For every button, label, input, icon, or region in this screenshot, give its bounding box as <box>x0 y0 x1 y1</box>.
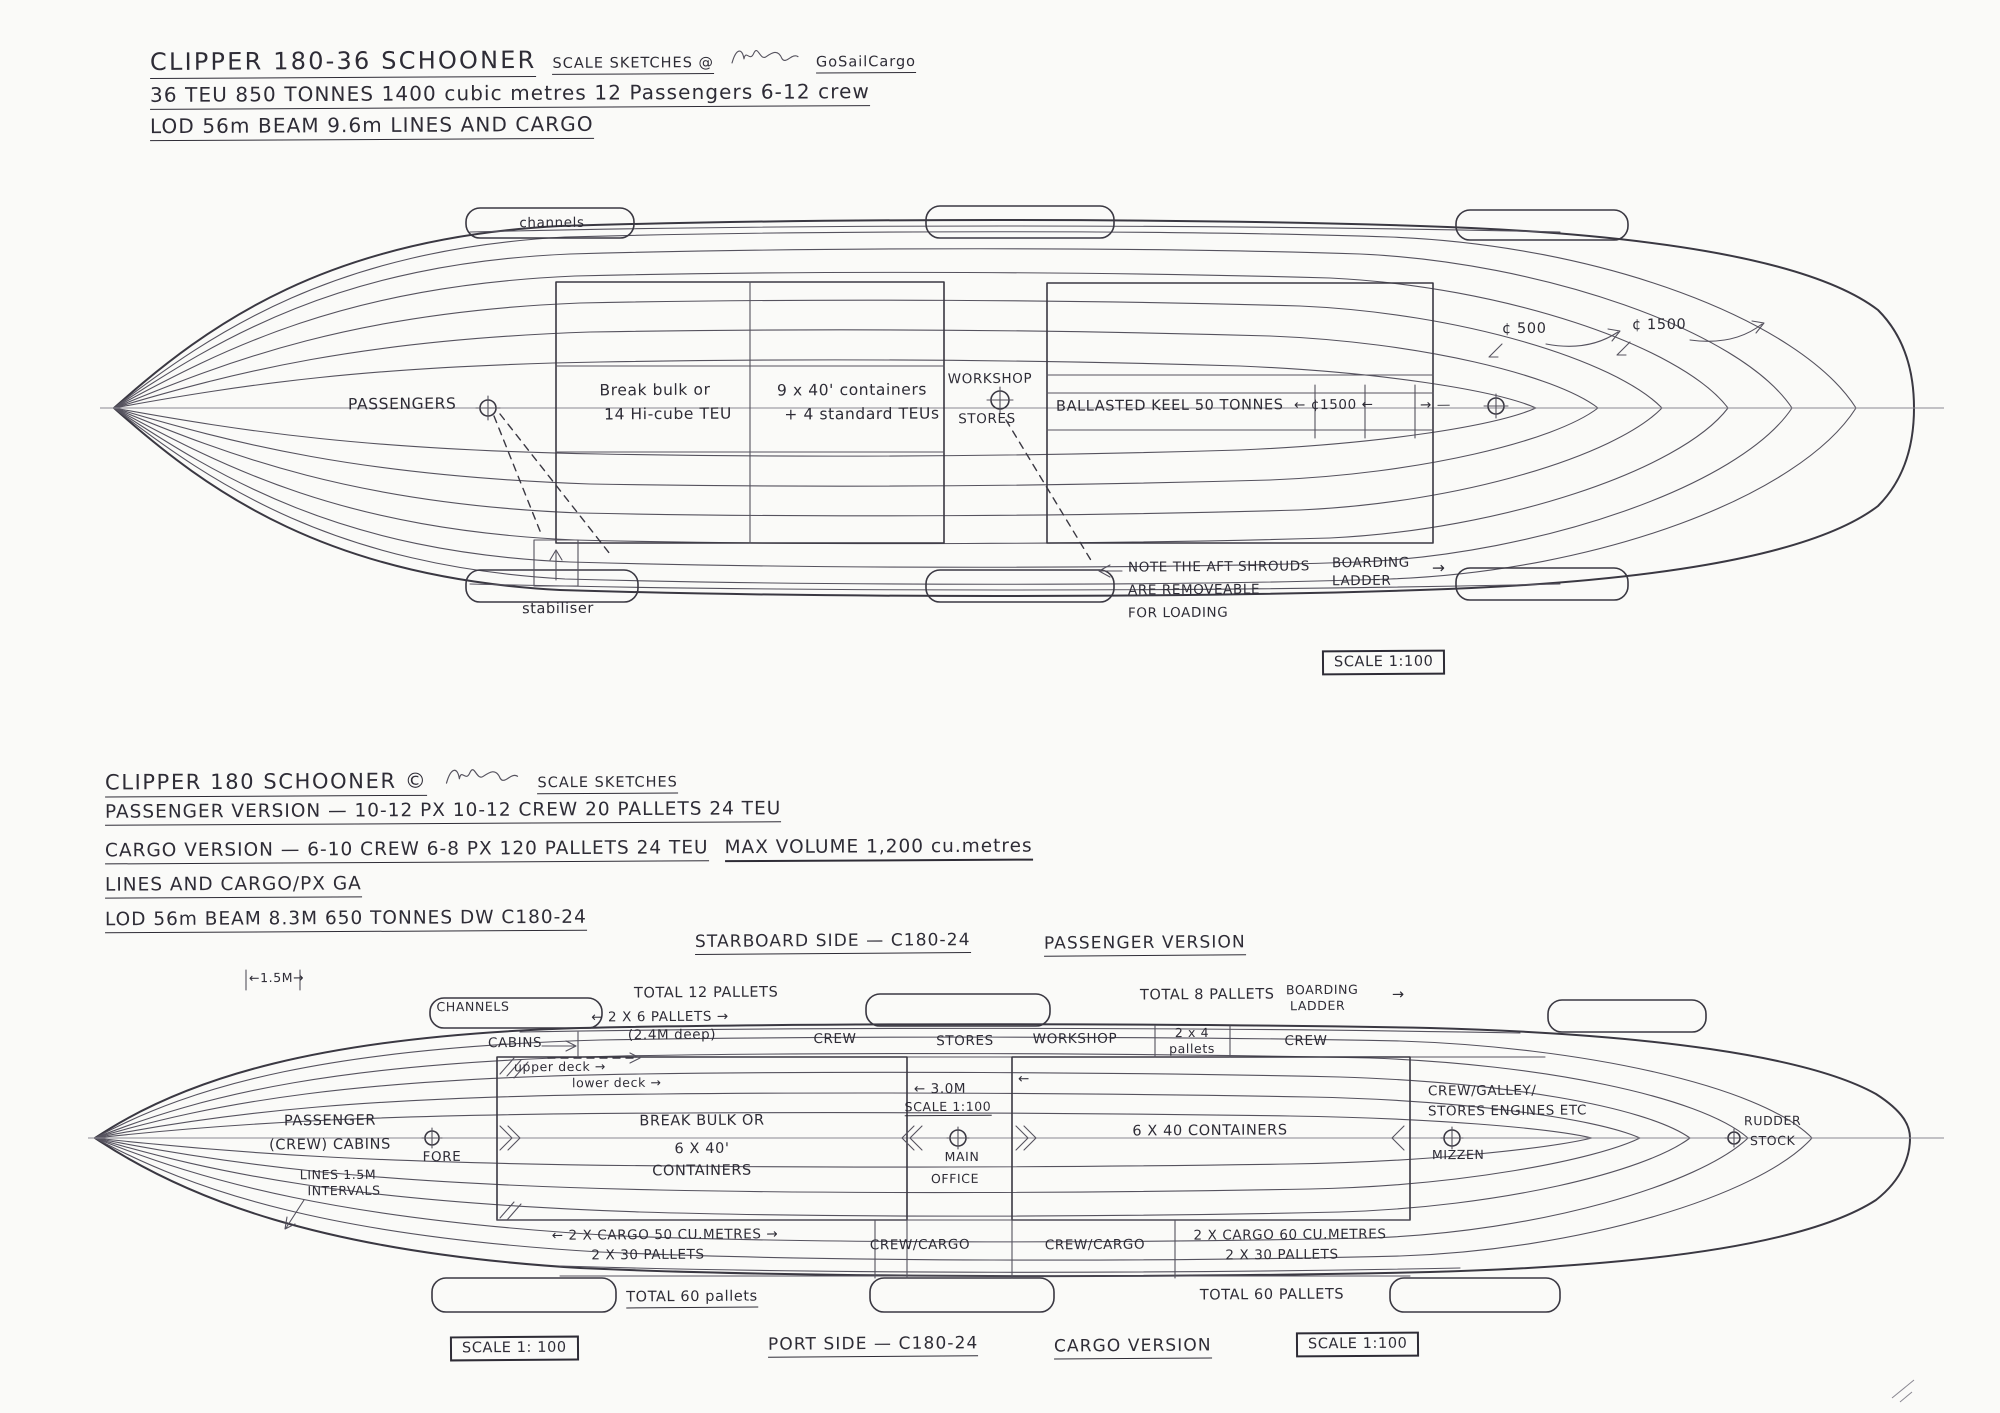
label-total-8-pallets: TOTAL 8 PALLETS <box>1139 986 1275 1004</box>
label-stores-2: STORES <box>936 1032 994 1050</box>
label-cargo-60: 2 X CARGO 60 CU.METRES <box>1193 1226 1387 1244</box>
label-c500: ¢ 500 <box>1501 320 1547 338</box>
title-passenger-version: PASSENGER VERSION <box>1044 934 1246 956</box>
stabiliser-marks <box>494 414 610 586</box>
label-ladder-1: LADDER <box>1331 572 1392 590</box>
aft-shrouds-note-arrow <box>1006 420 1122 577</box>
label-cargo-50: ← 2 X CARGO 50 CU.METRES → <box>551 1226 779 1244</box>
header1-specs: 36 TEU 850 TONNES 1400 cubic metres 12 Passengers 6-12 crew <box>150 79 870 110</box>
label-containers-1: 9 x 40' containers <box>776 380 928 400</box>
header1-brand: GoSailCargo <box>816 54 916 74</box>
label-passengers: PASSENGERS <box>347 394 457 414</box>
label-2x6-pallets: ← 2 X 6 PALLETS → <box>591 1008 729 1026</box>
cargo-version-specs: CARGO VERSION — 6-10 CREW 6-8 PX 120 PALLETS 24 TEU <box>105 837 709 864</box>
label-6x40ft: 6 X 40' <box>674 1140 730 1158</box>
scale-box-bottom-left: SCALE 1: 100 <box>450 1336 579 1362</box>
label-stabiliser: stabiliser <box>522 600 594 618</box>
label-cargo-60-pallets: 2 X 30 PALLETS <box>1225 1246 1339 1264</box>
signature-icon-2 <box>443 763 521 791</box>
header2-row5 <box>105 907 587 934</box>
header1-subtitle: SCALE SKETCHES @ <box>552 55 714 75</box>
label-2x4-pallets: pallets <box>1169 1040 1215 1057</box>
header1-dims: LOD 56m BEAM 9.6m LINES AND CARGO <box>150 112 594 141</box>
title-starboard-side: STARBOARD SIDE — C180-24 <box>695 932 971 955</box>
title-port-side: PORT SIDE — C180-24 <box>768 1335 979 1357</box>
label-containers-2: + 4 standard TEUs <box>784 404 940 424</box>
label-total-12-pallets: TOTAL 12 PALLETS <box>633 984 779 1002</box>
label-office: OFFICE <box>930 1170 980 1187</box>
label-crew-cargo-2: CREW/CARGO <box>1044 1236 1146 1254</box>
label-workshop-2: WORKSHOP <box>1032 1030 1118 1048</box>
label-fore: FORE <box>422 1148 462 1166</box>
label-cabins: CABINS <box>487 1034 543 1052</box>
label-cargo-50-pallets: 2 X 30 PALLETS <box>591 1246 705 1264</box>
dim-3-0m: ← 3.0M <box>913 1080 967 1098</box>
lines-cargo-ga: LINES AND CARGO/PX GA <box>105 873 362 898</box>
dim-1-5m: ←1.5M→ <box>248 969 305 986</box>
label-stock: STOCK <box>1749 1132 1796 1149</box>
section2-title: CLIPPER 180 SCHOONER © <box>105 769 428 798</box>
label-rudder: RUDDER <box>1743 1112 1802 1129</box>
boarding-arrow-1: → <box>1431 558 1446 578</box>
header1-row2 <box>150 79 870 110</box>
header1-row3 <box>150 112 594 141</box>
label-lower-deck: lower deck → <box>571 1074 662 1091</box>
label-mizzen: MIZZEN <box>1431 1146 1485 1163</box>
label-crew-fwd: CREW <box>813 1030 857 1048</box>
label-2x6-depth: (2.4M deep) <box>627 1026 717 1044</box>
label-boarding-2: BOARDING <box>1285 981 1359 998</box>
label-keel-arrows: → — <box>1419 396 1451 414</box>
label-containers-d2: CONTAINERS <box>652 1162 752 1180</box>
label-shroud-note-1: NOTE THE AFT SHROUDS <box>1127 558 1310 576</box>
label-stores-1: STORES <box>958 410 1016 428</box>
label-upper-deck: upper deck → <box>513 1058 607 1075</box>
page-title: CLIPPER 180-36 SCHOONER <box>150 46 537 79</box>
header2-row2 <box>105 798 781 826</box>
label-shroud-note-2: ARE REMOVEABLE <box>1127 581 1261 599</box>
label-channels-2: CHANNELS <box>436 998 510 1015</box>
corner-pencil-marks <box>1892 1380 1914 1402</box>
passenger-version-specs: PASSENGER VERSION — 10-12 PX 10-12 CREW 20 PALLETS 24 TEU <box>105 798 781 826</box>
label-passenger-cabins-2: (CREW) CABINS <box>269 1136 391 1154</box>
dim-3-0m-arrow: ← <box>1017 1070 1030 1088</box>
label-crew-cargo-1: CREW/CARGO <box>869 1236 971 1254</box>
label-crew-galley: CREW/GALLEY/ <box>1427 1082 1537 1100</box>
label-crew-aft: CREW <box>1284 1032 1328 1050</box>
label-c1500: ¢ 1500 <box>1631 316 1687 334</box>
title-cargo-version: CARGO VERSION <box>1054 1337 1212 1359</box>
header1-row1 <box>150 40 916 79</box>
label-break-bulk-1: Break bulk or <box>599 380 711 400</box>
header2-row4 <box>105 873 362 898</box>
label-6x40-containers: 6 X 40 CONTAINERS <box>1132 1122 1288 1140</box>
label-2x4: 2 x 4 <box>1174 1024 1210 1041</box>
label-main: MAIN <box>944 1148 980 1165</box>
signature-icon <box>730 45 800 71</box>
label-passenger-cabins-1: PASSENGER <box>283 1112 377 1130</box>
section2-subtitle: SCALE SKETCHES <box>537 775 677 795</box>
label-lines-interval-1: LINES 1.5M <box>299 1166 377 1183</box>
label-lines-interval-2: INTERVALS <box>307 1182 381 1199</box>
label-ladder-2: LADDER <box>1289 997 1346 1014</box>
scale-box-drawing1: SCALE 1:100 <box>1322 650 1446 676</box>
dim-3-0m-scale: SCALE 1:100 <box>905 1100 992 1117</box>
label-shroud-note-3: FOR LOADING <box>1127 604 1229 622</box>
label-total-60-pallets-right: TOTAL 60 PALLETS <box>1199 1286 1345 1304</box>
label-stores-engines: STORES ENGINES ETC <box>1427 1102 1588 1120</box>
label-keel-dim: ← ¢1500 ← <box>1293 396 1374 414</box>
label-ballast-keel: BALLASTED KEEL 50 TONNES <box>1055 397 1284 415</box>
cargo-max-volume: MAX VOLUME 1,200 cu.metres <box>725 836 1033 863</box>
label-break-bulk-or: BREAK BULK OR <box>639 1112 765 1130</box>
section2-dims: LOD 56m BEAM 8.3M 650 TONNES DW C180-24 <box>105 907 587 934</box>
label-boarding-1: BOARDING <box>1331 554 1410 572</box>
label-workshop-1: WORKSHOP <box>947 370 1033 388</box>
label-break-bulk-2: 14 Hi-cube TEU <box>604 404 732 424</box>
header2-row3 <box>105 836 1033 866</box>
scale-box-bottom-right: SCALE 1:100 <box>1296 1332 1420 1358</box>
header2-row1 <box>105 759 678 798</box>
label-total-60-pallets-left: TOTAL 60 pallets <box>626 1290 758 1309</box>
label-channels-1: channels <box>519 214 585 232</box>
boarding-arrow-2: → <box>1391 986 1405 1004</box>
